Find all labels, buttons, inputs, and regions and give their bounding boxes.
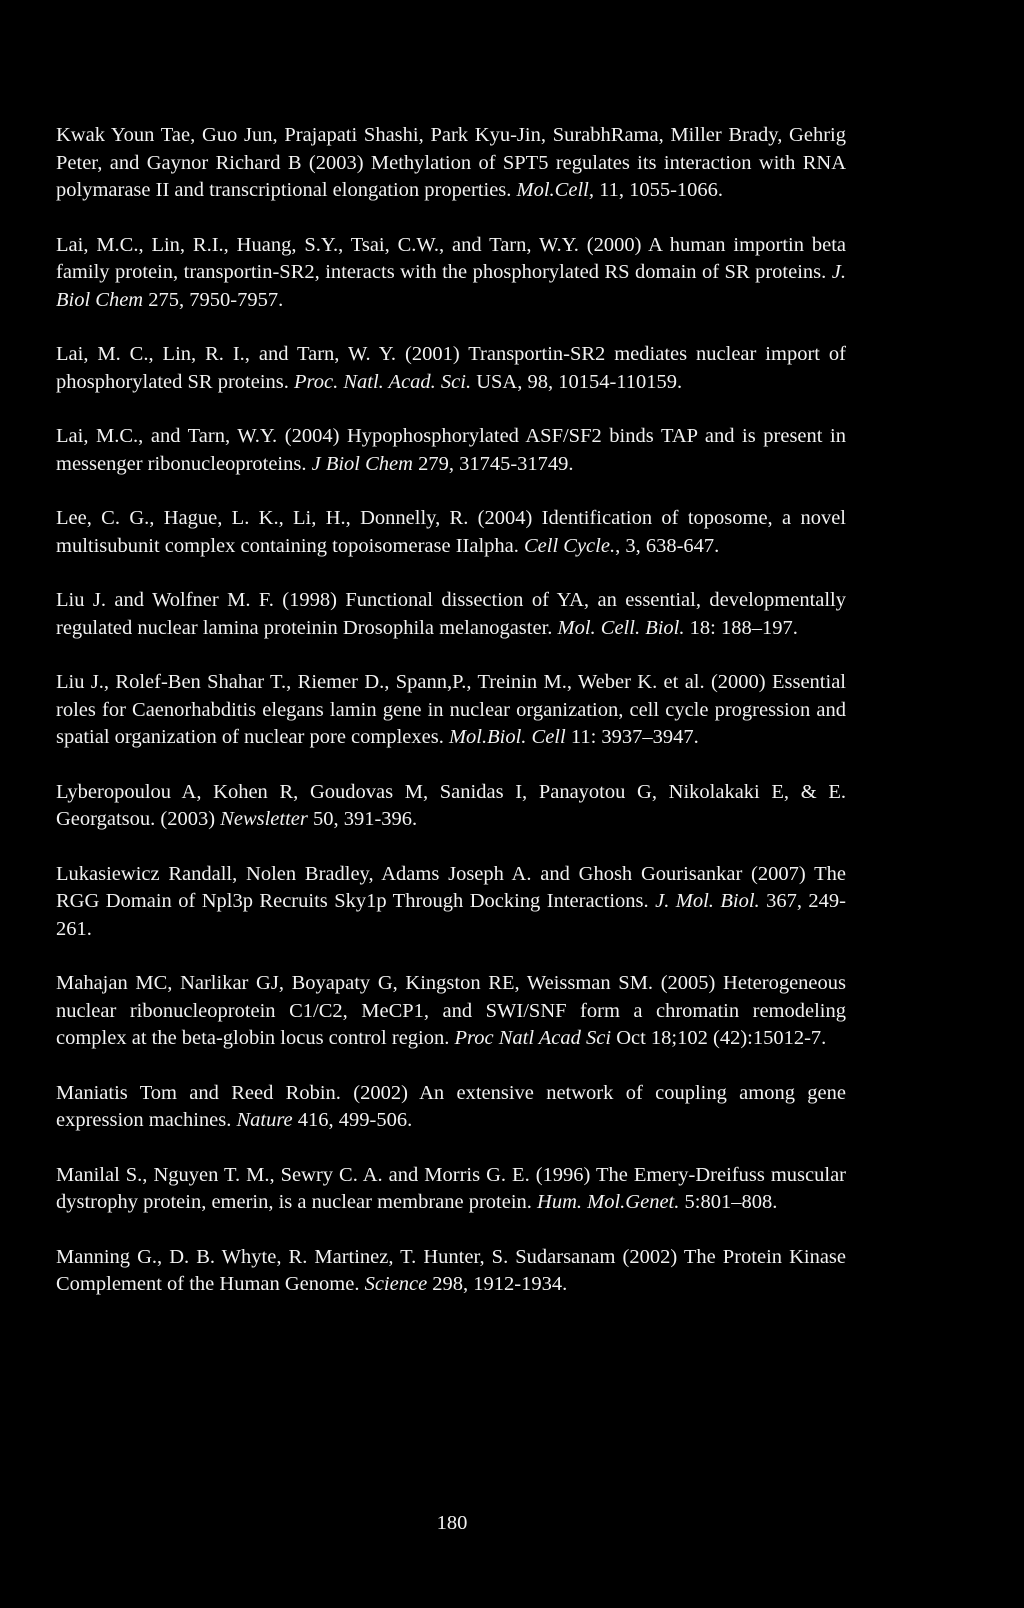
reference-citation: 11, 1055-1066. (593, 179, 724, 201)
journal-name: Mol.Cell, (516, 179, 594, 201)
reference-text: Manning G., D. B. Whyte, R. Martinez, T. Hunter, S. Sudarsanam (2002) The Protein Kinase Complement of the Human Genome. (56, 1245, 846, 1295)
journal-name: Newsletter (220, 808, 308, 830)
reference-text: Lee, C. G., Hague, L. K., Li, H., Donnelly, R. (2004) Identification of toposome, a novel multisubunit complex containing topoisomerase IIalpha. (56, 507, 846, 557)
reference-entry (56, 861, 846, 944)
reference-citation: , 3, 638-647. (615, 534, 720, 557)
reference-text: Lai, M.C., and Tarn, W.Y. (2004) Hypophosphorylated ASF/SF2 binds TAP and is present in messenger ribonucleoproteins. (56, 425, 846, 475)
reference-text: Mahajan MC, Narlikar GJ, Boyapaty G, Kingston RE, Weissman SM. (2005) Heterogeneous nuclear ribonucleoprotein C1/C2, MeCP1, and SWI/SNF form a chromatin remodeling complex at the beta-globin locus control region. (56, 972, 846, 1049)
journal-name: J. Biol Chem (56, 261, 846, 311)
reference-citation: 367, 249-261. (56, 890, 846, 940)
reference-citation: Oct 18;102 (42):15012-7. (611, 1027, 827, 1049)
journal-name: J Biol Chem (311, 452, 413, 475)
reference-text: Maniatis Tom and Reed Robin. (2002) An extensive network of coupling among gene expression machines. (56, 1081, 846, 1131)
reference-citation: 279, 31745-31749. (412, 452, 574, 475)
reference-citation: USA, 98, 10154-110159. (471, 370, 683, 393)
reference-text: Lukasiewicz Randall, Nolen Bradley, Adams Joseph A. and Ghosh Gourisankar (2007) The RGG Domain of Npl3p Recruits Sky1p Through Docking Interactions. (56, 862, 846, 912)
journal-name: Nature (236, 1109, 293, 1131)
reference-entry (56, 423, 846, 478)
journal-name: Mol.Biol. Cell (448, 726, 566, 748)
reference-citation: 298, 1912-1934. (427, 1273, 568, 1295)
reference-citation: 18: 188–197. (684, 616, 798, 639)
reference-text: Lai, M. C., Lin, R. I., and Tarn, W. Y. (2001) Transportin-SR2 mediates nuclear import of phosphorylated SR proteins. (56, 343, 846, 393)
reference-entry (56, 779, 846, 834)
reference-text: Lai, M.C., Lin, R.I., Huang, S.Y., Tsai, C.W., and Tarn, W.Y. (2000) A human importin beta family protein, transportin-SR2, interacts with the phosphorylated RS domain of SR proteins. (56, 233, 846, 283)
reference-citation: 5:801–808. (679, 1191, 778, 1213)
reference-text: Liu J. and Wolfner M. F. (1998) Functional dissection of YA, an essential, developmentally regulated nuclear lamina proteinin Drosophila melanogaster. (56, 589, 846, 639)
reference-entry (56, 1162, 846, 1217)
reference-citation: 50, 391-396. (307, 808, 418, 830)
reference-entry (56, 122, 846, 205)
reference-entry (56, 505, 846, 560)
reference-text: Liu J., Rolef-Ben Shahar T., Riemer D., Spann,P., Treinin M., Weber K. et al. (2000) Essential roles for Caenorhabditis elegans lamin gene in nuclear organization, cell cycle progression and spatial organization of nuclear pore complexes. (56, 671, 846, 748)
reference-list (56, 122, 846, 1326)
journal-name: Proc Natl Acad Sci (454, 1027, 612, 1049)
reference-entry (56, 232, 846, 315)
page-number: 180 (436, 1512, 468, 1534)
reference-entry (56, 587, 846, 642)
journal-name: Hum. Mol.Genet. (537, 1191, 680, 1213)
reference-entry (56, 1244, 846, 1299)
reference-entry (56, 341, 846, 396)
journal-name: Cell Cycle. (524, 534, 616, 557)
reference-citation: 416, 499-506. (292, 1109, 413, 1131)
reference-citation: 11: 3937–3947. (565, 726, 699, 748)
journal-name: Proc. Natl. Acad. Sci. (294, 370, 472, 393)
reference-text: Manilal S., Nguyen T. M., Sewry C. A. and Morris G. E. (1996) The Emery-Dreifuss muscular dystrophy protein, emerin, is a nuclear membrane protein. (56, 1163, 846, 1213)
reference-text: Kwak Youn Tae, Guo Jun, Prajapati Shashi, Park Kyu-Jin, SurabhRama, Miller Brady, Gehrig Peter, and Gaynor Richard B (2003) Methylation of SPT5 regulates its interaction with RNA polymarase II and transcriptional elongation properties. (56, 124, 846, 201)
reference-entry (56, 1080, 846, 1135)
reference-citation: 275, 7950-7957. (143, 288, 284, 311)
reference-entry (56, 669, 846, 752)
journal-name: J. Mol. Biol. (655, 890, 760, 912)
reference-text: Lyberopoulou A, Kohen R, Goudovas M, Sanidas I, Panayotou G, Nikolakaki E, & E. Georgatsou. (2003) (56, 780, 846, 830)
reference-entry (56, 970, 846, 1053)
journal-name: Science (364, 1273, 428, 1295)
journal-name: Mol. Cell. Biol. (557, 616, 685, 639)
